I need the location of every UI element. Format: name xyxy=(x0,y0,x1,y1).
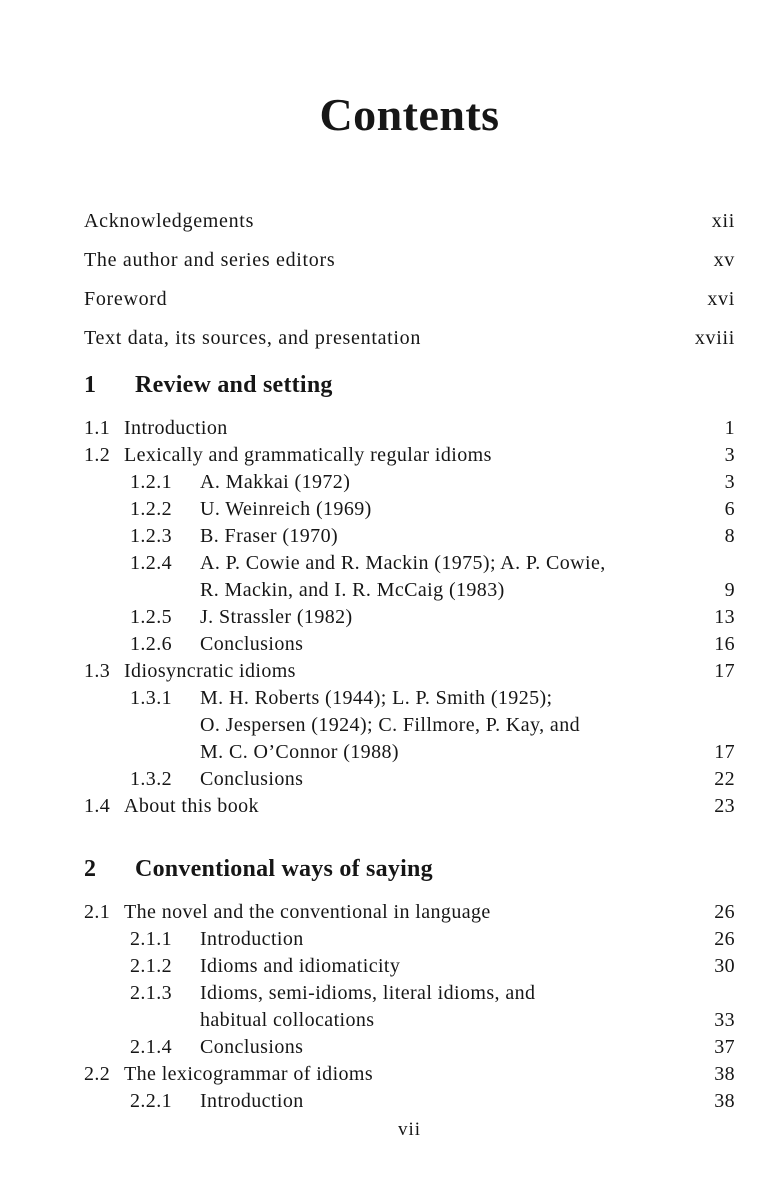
front-matter-row xyxy=(84,211,735,231)
chapter-heading xyxy=(84,856,735,883)
entry-title: J. Strassler (1982) xyxy=(200,606,353,628)
entry-number: 2.2 xyxy=(84,1063,111,1085)
entry-page: 17 xyxy=(714,660,735,682)
chapter-entries xyxy=(84,415,735,820)
entry-page: 37 xyxy=(714,1036,735,1058)
chapter-entries xyxy=(84,899,735,1115)
toc-entry xyxy=(84,766,735,793)
entry-number: 1.4 xyxy=(84,795,111,817)
chapters xyxy=(84,372,735,1115)
entry-title: Introduction xyxy=(200,928,304,950)
entry-number: 1.2.1 xyxy=(130,471,172,493)
front-matter-row xyxy=(84,289,735,309)
entry-number: 1.3.2 xyxy=(130,768,172,790)
toc-entry xyxy=(84,631,735,658)
front-matter-page: xviii xyxy=(694,327,735,349)
toc-entry xyxy=(84,953,735,980)
entry-title: U. Weinreich (1969) xyxy=(200,498,372,520)
entry-page: 3 xyxy=(724,444,735,466)
entry-title: M. H. Roberts (1944); L. P. Smith (1925); O. Jespersen (1924); C. Fillmore, P. Kay, and M. C. O’Connor (1988) xyxy=(200,687,580,763)
entry-number: 1.3.1 xyxy=(130,687,172,709)
entry-number: 2.2.1 xyxy=(130,1090,172,1112)
entry-title: B. Fraser (1970) xyxy=(200,525,339,547)
entry-number: 1.2.5 xyxy=(130,606,172,628)
entry-page: 16 xyxy=(714,633,735,655)
entry-title: A. Makkai (1972) xyxy=(200,471,351,493)
toc-entry xyxy=(84,899,735,926)
chapter-heading xyxy=(84,372,735,399)
entry-number: 2.1 xyxy=(84,901,111,923)
page-title: Contents xyxy=(319,89,500,140)
front-matter-page: xvi xyxy=(707,288,735,310)
front-matter-title: The author and series editors xyxy=(84,249,336,271)
entry-page: 9 xyxy=(724,579,735,601)
entry-title: A. P. Cowie and R. Mackin (1975); A. P. Cowie, R. Mackin, and I. R. McCaig (1983) xyxy=(200,552,606,601)
entry-page: 8 xyxy=(724,525,735,547)
toc-entry xyxy=(84,1061,735,1088)
entry-page: 22 xyxy=(714,768,735,790)
entry-title: Idiosyncratic idioms xyxy=(124,660,296,682)
toc-entry xyxy=(84,496,735,523)
entry-number: 1.3 xyxy=(84,660,111,682)
entry-page: 33 xyxy=(714,1009,735,1031)
front-matter-title: Text data, its sources, and presentation xyxy=(84,327,422,349)
chapter-section xyxy=(84,856,735,1115)
entry-number: 1.2.4 xyxy=(130,552,172,574)
entry-title: Introduction xyxy=(200,1090,304,1112)
entry-number: 1.1 xyxy=(84,417,111,439)
front-matter-title: Foreword xyxy=(84,288,168,310)
entry-title: Conclusions xyxy=(200,1036,304,1058)
toc-entry xyxy=(84,980,735,1034)
chapter-title: Review and setting xyxy=(135,372,333,398)
toc-entry xyxy=(84,469,735,496)
entry-page: 30 xyxy=(714,955,735,977)
chapter-title: Conventional ways of saying xyxy=(135,856,433,882)
toc-entry xyxy=(84,604,735,631)
toc-entry xyxy=(84,415,735,442)
entry-page: 6 xyxy=(724,498,735,520)
entry-title: About this book xyxy=(124,795,259,817)
entry-number: 2.1.1 xyxy=(130,928,172,950)
front-matter-row xyxy=(84,328,735,348)
entry-page: 13 xyxy=(714,606,735,628)
toc-entry xyxy=(84,523,735,550)
toc-entry xyxy=(84,1088,735,1115)
folio-page-number: vii xyxy=(398,1119,421,1140)
entry-number: 1.2 xyxy=(84,444,111,466)
entry-title: Conclusions xyxy=(200,633,304,655)
toc-entry xyxy=(84,1034,735,1061)
front-matter-row xyxy=(84,250,735,270)
front-matter-page: xii xyxy=(711,210,735,232)
entry-number: 2.1.2 xyxy=(130,955,172,977)
front-matter-list xyxy=(84,211,735,348)
entry-title: Idioms and idiomaticity xyxy=(200,955,401,977)
chapter-number: 2 xyxy=(84,856,97,882)
toc-entry xyxy=(84,658,735,685)
entry-page: 26 xyxy=(714,928,735,950)
entry-page: 1 xyxy=(724,417,735,439)
entry-title: Introduction xyxy=(124,417,228,439)
entry-title: Conclusions xyxy=(200,768,304,790)
toc-entry xyxy=(84,926,735,953)
front-matter-page: xv xyxy=(713,249,735,271)
entry-page: 3 xyxy=(724,471,735,493)
toc-entry xyxy=(84,442,735,469)
entry-page: 38 xyxy=(714,1063,735,1085)
entry-number: 1.2.6 xyxy=(130,633,172,655)
chapter-number: 1 xyxy=(84,372,97,398)
entry-title: The novel and the conventional in language xyxy=(124,901,491,923)
toc-entry xyxy=(84,793,735,820)
entry-number: 1.2.3 xyxy=(130,525,172,547)
entry-title: The lexicogrammar of idioms xyxy=(124,1063,374,1085)
entry-page: 17 xyxy=(714,741,735,763)
entry-title: Idioms, semi-idioms, literal idioms, and habitual collocations xyxy=(200,982,536,1031)
toc-entry xyxy=(84,685,735,766)
entry-page: 26 xyxy=(714,901,735,923)
entry-page: 38 xyxy=(714,1090,735,1112)
entry-number: 1.2.2 xyxy=(130,498,172,520)
entry-page: 23 xyxy=(714,795,735,817)
toc-entry xyxy=(84,550,735,604)
entry-number: 2.1.3 xyxy=(130,982,172,1004)
front-matter-title: Acknowledgements xyxy=(84,210,255,232)
entry-number: 2.1.4 xyxy=(130,1036,172,1058)
entry-title: Lexically and grammatically regular idioms xyxy=(124,444,492,466)
chapter-section xyxy=(84,372,735,820)
